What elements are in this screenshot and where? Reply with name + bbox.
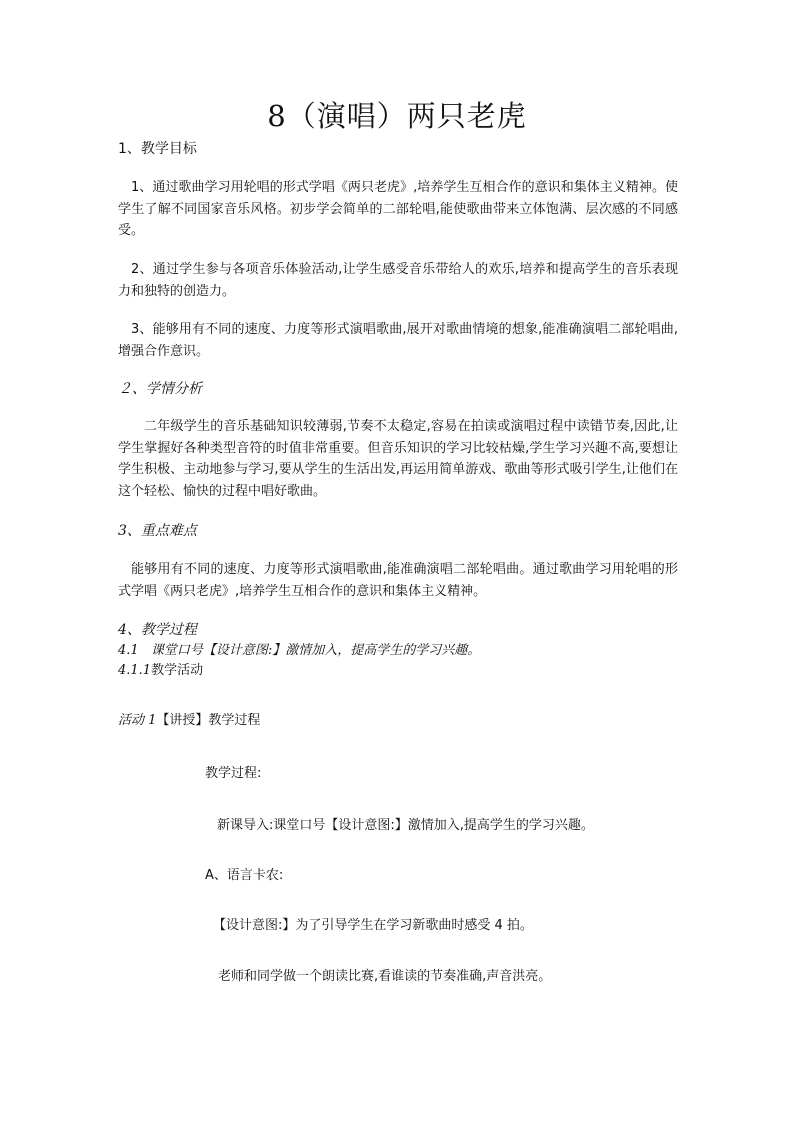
subheading-4-1	[118, 641, 480, 661]
activity-1-heading	[118, 711, 260, 731]
goal-paragraph-1: 1、通过歌曲学习用轮唱的形式学唱《两只老虎》,培养学生互相合作的意识和集体主义精神。使学生了解不同国家音乐风格。初步学会简单的二部轮唱,能使歌曲带来立体饱满、层次感的不同感受。	[118, 180, 678, 238]
goal-paragraph-2: 2、通过学生参与各项音乐体验活动,让学生感受音乐带给人的欢乐,培养和提高学生的音乐表现力和独特的创造力。	[118, 262, 678, 299]
page-title: 8（演唱）两只老虎	[267, 99, 527, 133]
heading-teaching-goals: 1、教学目标	[118, 141, 197, 157]
subheading-4-1-1-text: 教学活动	[151, 663, 204, 678]
step-design-intent: 【设计意图:】为了引导学生在学习新歌曲时感受 4 拍。	[213, 918, 533, 933]
step-new-lesson-intro: 新课导入:课堂口号【设计意图:】激情加入,提高学生的学习兴趣。	[217, 818, 594, 833]
subheading-4-1-1	[118, 661, 203, 681]
step-teaching-process: 教学过程:	[205, 766, 262, 781]
heading-key-difficulties: 3、重点难点	[118, 523, 197, 539]
analysis-paragraph: 二年级学生的音乐基础知识较薄弱,节奏不太稳定,容易在拍读或演唱过程中读错节奏,因此,让学生掌握好各种类型音符的时值非常重要。但音乐知识的学习比较枯燥,学生学习兴趣不高,要想让学生积极、主动地参与学习,要从学生的生活出发,再运用简单游戏、歌曲等形式吸引学生,让他们在这个轻松、愉快的过程中唱好歌曲。	[118, 419, 678, 499]
subheading-4-1-text: 课堂口号【设计意图:】激情加入，提高学生的学习兴趣。	[150, 643, 481, 658]
subheading-4-1-1-number: 4.1.1	[118, 663, 152, 678]
step-language-canon: A、语言卡农:	[205, 868, 284, 883]
difficulty-paragraph: 能够用有不同的速度、力度等形式演唱歌曲,能准确演唱二部轮唱曲。通过歌曲学习用轮唱的形式学唱《两只老虎》,培养学生互相合作的意识和集体主义精神。	[118, 562, 678, 599]
step-reading-contest: 老师和同学做一个朗读比赛,看谁读的节奏准确,声音洪亮。	[218, 969, 552, 984]
heading-learning-analysis: ２、学情分析	[118, 381, 202, 397]
activity-1-label: 活动 1	[118, 713, 157, 728]
heading-teaching-process: 4、教学过程	[118, 622, 197, 638]
activity-1-text: 【讲授】教学过程	[156, 713, 261, 728]
subheading-4-1-number: 4.1	[118, 643, 139, 658]
goal-paragraph-3: 3、能够用有不同的速度、力度等形式演唱歌曲,展开对歌曲情境的想象,能准确演唱二部轮唱曲,增强合作意识。	[118, 322, 678, 359]
